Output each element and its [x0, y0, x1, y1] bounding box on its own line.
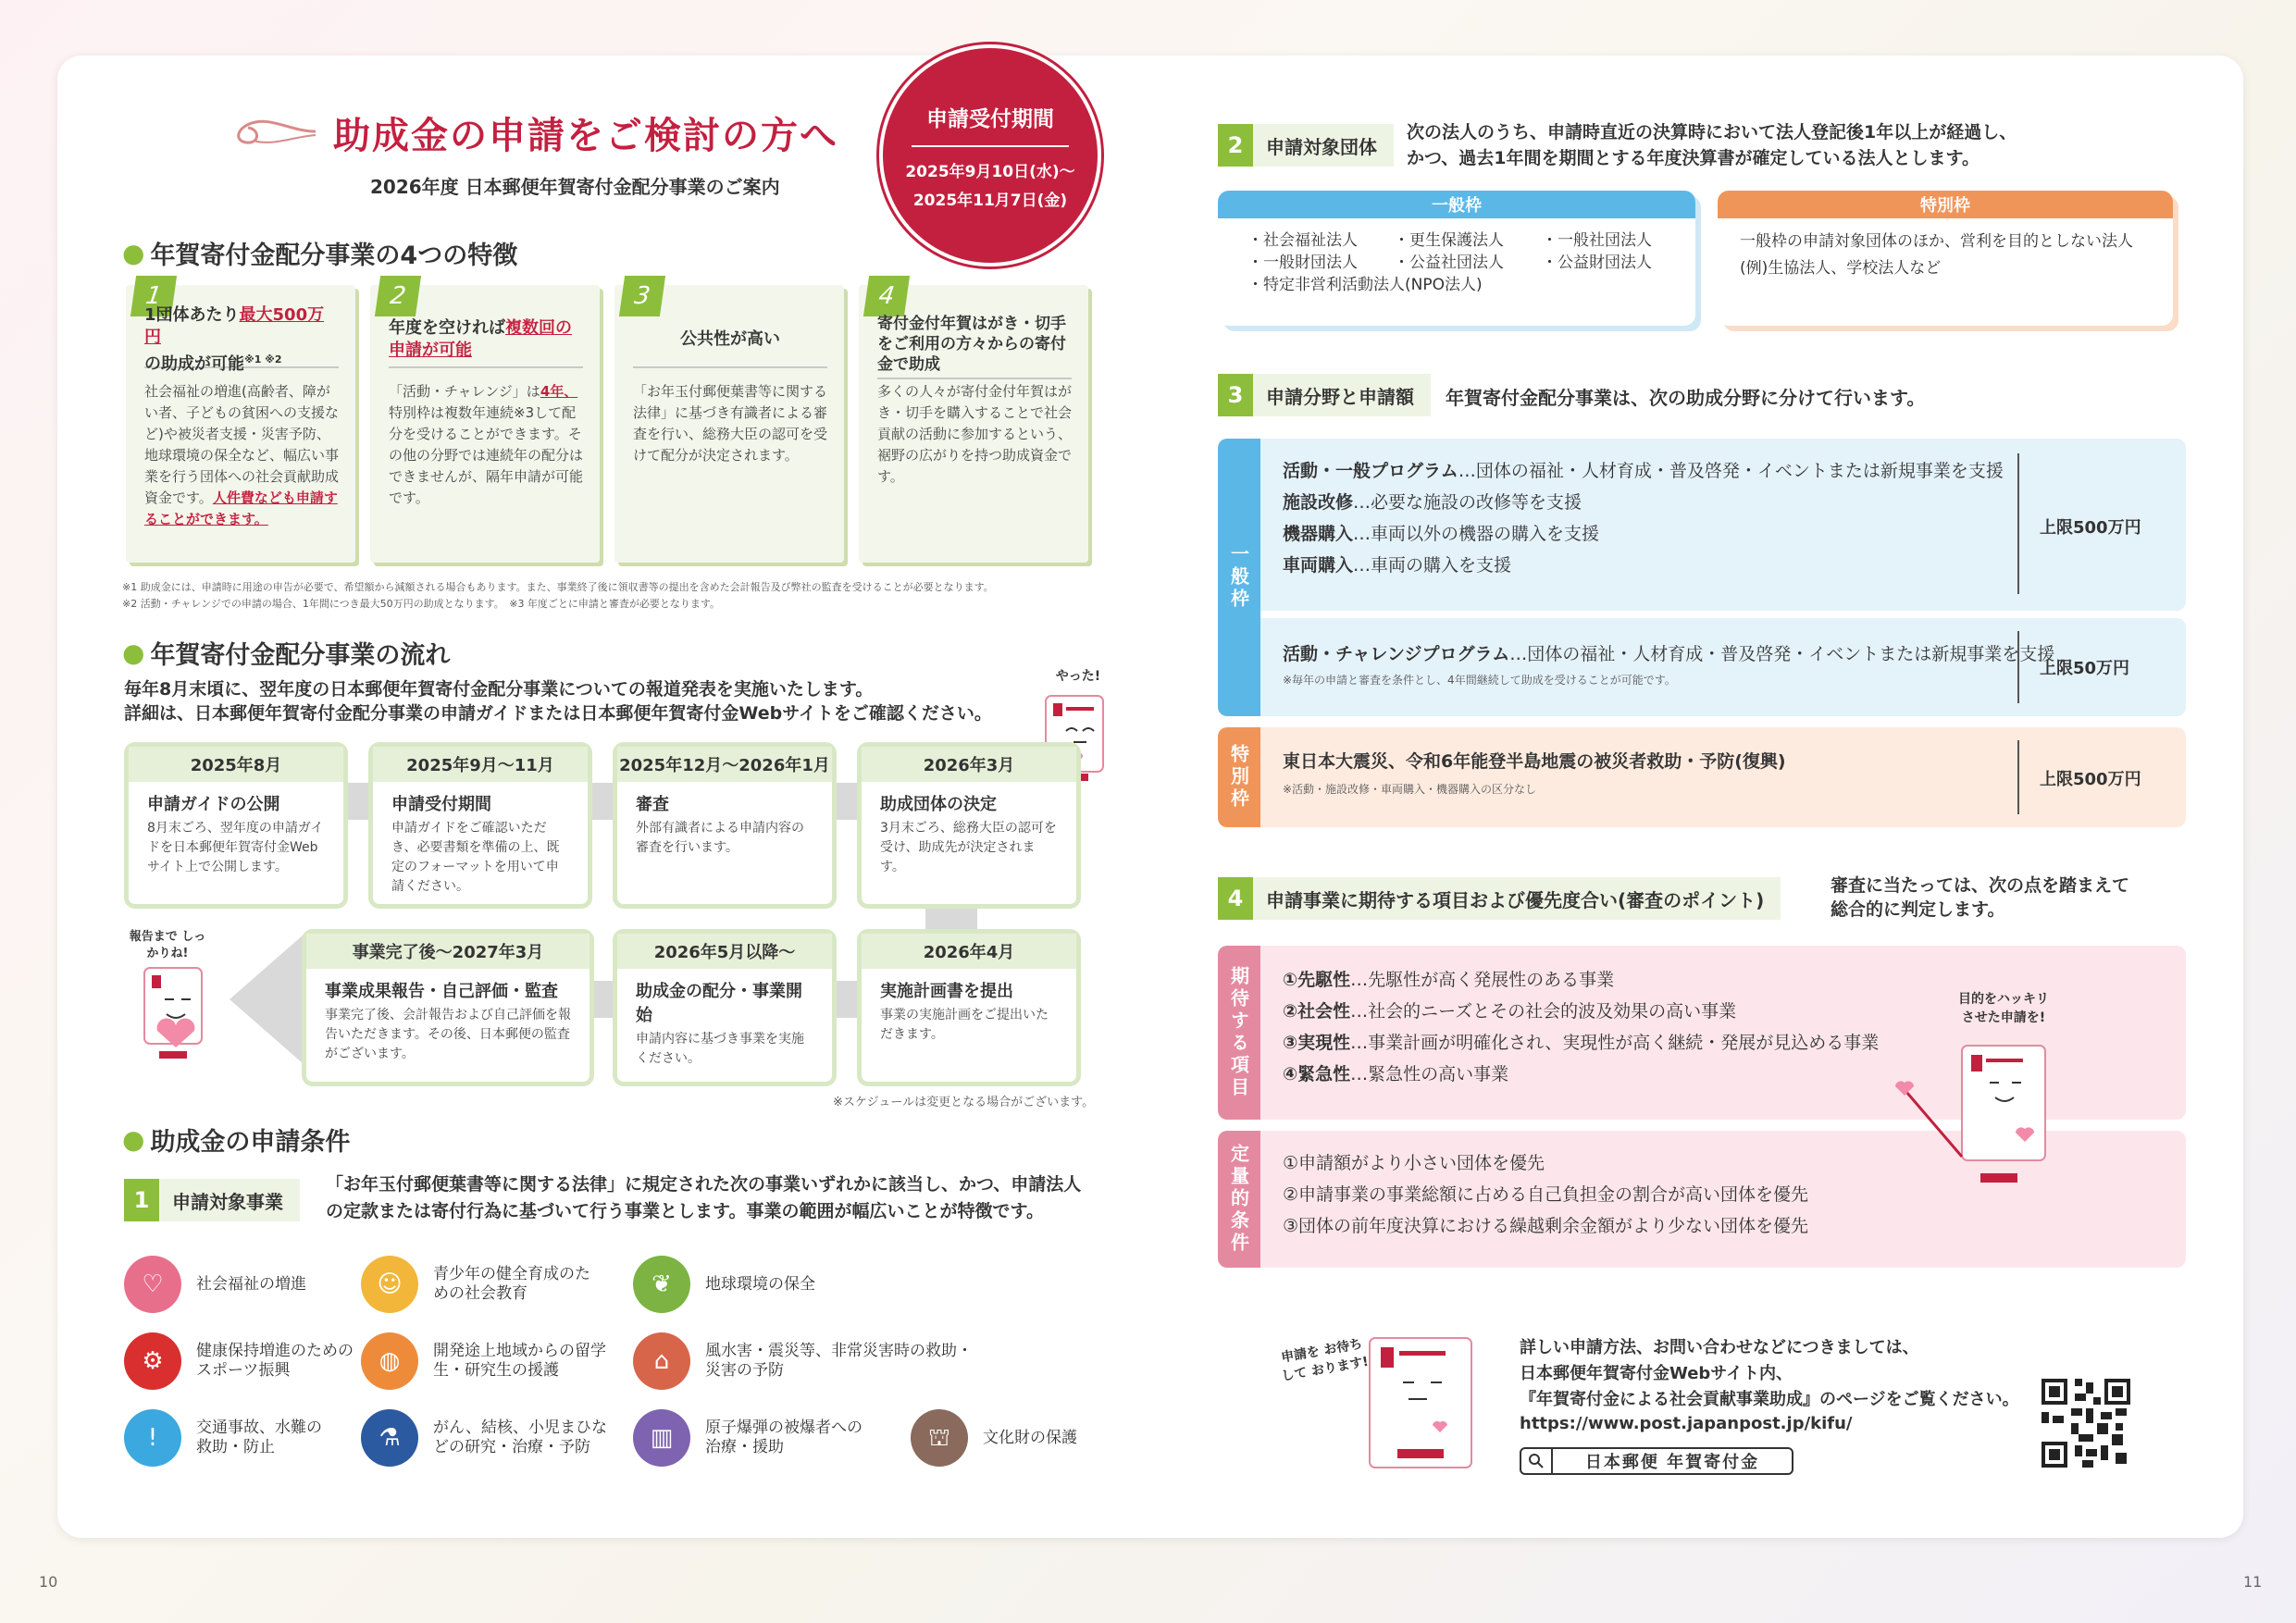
- field-general-program: 活動・一般プログラム…団体の福祉・人材育成・普及啓発・イベントまたは新規事業を支援: [1283, 461, 2004, 481]
- contact-line-2: 日本郵便年賀寄付金Webサイト内、: [1520, 1364, 1793, 1383]
- heart-hands-icon: ♡: [124, 1256, 181, 1313]
- category-5: ◍ 開発途上地域からの留学生・研究生の援護: [361, 1332, 609, 1390]
- feature-body: 「活動・チャレンジ」は4年、特別枠は複数年連続※3して配分を受けることができます。その他の分野では連続年の配分はできませんが、隔年申請が可能です。: [389, 383, 584, 506]
- category-10: ⛫ 文化財の保護: [911, 1409, 1077, 1467]
- quant-side-label: 定量的条件: [1218, 1131, 1260, 1268]
- section-2-header: 2 申請対象団体: [1218, 124, 1394, 167]
- section-1-text: 「お年玉付郵便葉書等に関する法律」に規定された次の事業いずれかに該当し、かつ、申請法人の定款または寄付行為に基づいて行う事業とします。事業の範囲が幅広いことが特徴です。: [326, 1174, 1082, 1221]
- category-6: ⌂ 風水害・震災等、非常災害時の救助・災害の予防: [633, 1332, 974, 1390]
- feature-card-1: 1 1団体あたり最大500万円 の助成が可能$^{※1 ※2}$ 社会福祉の増進(高齢者、障がい者、子どもの貧困への支援など)や被災者支援・災害予防、地球環境の保全など、幅広い事業を行う団体への社会貢献助成資金です。人件費なども申請することができます。: [126, 285, 355, 563]
- bicycle-icon: ⚙: [124, 1332, 181, 1390]
- page-number-right: 11: [2243, 1573, 2263, 1591]
- limit-challenge: 上限50万円: [2040, 659, 2130, 678]
- category-1: ♡ 社会福祉の増進: [124, 1256, 306, 1313]
- section-3-header: 3 申請分野と申請額: [1218, 374, 1431, 416]
- feature-title: 寄付金付年賀はがき・切手をご利用の方々からの寄付金で助成: [877, 311, 1072, 379]
- expect-side-label: 期待する項目: [1218, 946, 1260, 1120]
- contact-url[interactable]: https://www.post.japanpost.jp/kifu/: [1520, 1414, 1853, 1433]
- category-8: ⚗ がん、結核、小児まひなどの研究・治療・予防: [361, 1409, 609, 1467]
- feature-body: 社会福祉の増進(高齢者、障がい者、子どもの貧困への支援など)や被災者支援・災害予防、地球環境の保全など、幅広い事業を行う団体への社会貢献助成資金です。人件費なども申請することができます。: [144, 383, 340, 527]
- search-icon: [1521, 1449, 1553, 1473]
- general-org-label: 一般枠: [1218, 191, 1695, 218]
- special-side-label: 特別枠: [1218, 727, 1260, 827]
- features-heading: ● 年賀寄付金配分事業の4つの特徴: [122, 238, 518, 270]
- flow-step-2: 2025年9月～11月 申請受付期間 申請ガイドをご確認いただき、必要書類を準備の上、既定のフォーマットを用いて申請ください。: [368, 742, 592, 909]
- house-disaster-icon: ⌂: [633, 1332, 690, 1390]
- flow-heading: ● 年賀寄付金配分事業の流れ: [122, 638, 451, 670]
- feature-card-3: 3 公共性が高い 「お年玉付郵便葉書等に関する法律」に基づき有識者による審査を行い、総務大臣の認可を受けて配分が決定されます。: [614, 285, 844, 563]
- page-number-left: 10: [39, 1573, 58, 1591]
- flow-step-7: 事業完了後～2027年3月 事業成果報告・自己評価・監査 事業完了後、会計報告および自己評価を報告いただきます。その後、日本郵便の監査がございます。: [302, 929, 594, 1086]
- expect-box: ①先駆性…先駆性が高く発展性のある事業 ②社会性…社会的ニーズとその社会的波及効果の高い事業 ③実現性…事業計画が明確化され、実現性が高く継続・発展が見込める事業 ④緊急性…緊急性の高い事業: [1260, 946, 2186, 1120]
- section-4-header: 4 申請事業に期待する項目および優先度合い(審査のポイント): [1218, 877, 1781, 920]
- period-label: 申請受付期間: [926, 106, 1054, 131]
- category-3: ❦ 地球環境の保全: [633, 1256, 815, 1313]
- flow-arrow-head: [230, 935, 304, 1064]
- leaf-icon: ❦: [633, 1256, 690, 1313]
- special-org-label: 特別枠: [1718, 191, 2173, 218]
- flow-intro-1: 毎年8月末頃に、翌年度の日本郵便年賀寄付金配分事業についての報道発表を実施いたします。: [124, 679, 874, 700]
- feature-body: 「お年玉付郵便葉書等に関する法律」に基づき有識者による審査を行い、総務大臣の認可を受けて配分が決定されます。: [633, 383, 828, 464]
- special-field-box: 東日本大震災、令和6年能登半島地震の被災者救助・予防(復興) ※活動・施設改修・車両購入・機器購入の区分なし 上限500万円: [1260, 727, 2186, 827]
- search-keyword: 日本郵便 年賀寄付金: [1584, 1453, 1760, 1472]
- flow-step-6: 2026年5月以降～ 助成金の配分・事業開始 申請内容に基づき事業を実施ください。: [613, 929, 837, 1086]
- conditions-heading: ● 助成金の申請条件: [122, 1124, 351, 1157]
- page-subtitle: 2026年度 日本郵便年賀寄付金配分事業のご案内: [370, 176, 780, 198]
- limit-general: 上限500万円: [2040, 518, 2141, 538]
- feature-title: 公共性が高い: [633, 313, 827, 368]
- flow-step-4: 2026年3月 助成団体の決定 3月末ごろ、総務大臣の認可を受け、助成先が決定されます。: [857, 742, 1081, 909]
- period-start: 2025年9月10日(水)～: [905, 162, 1075, 181]
- castle-icon: ⛫: [911, 1409, 968, 1467]
- category-7: ! 交通事故、水難の救助・防止: [124, 1409, 326, 1467]
- feature-title: 年度を空ければ複数回の申請が可能: [389, 313, 583, 368]
- flow-step-3: 2025年12月～2026年1月 審査 外部有識者による申請内容の審査を行います。: [613, 742, 837, 909]
- special-org-box: 特別枠 一般枠の申請対象団体のほか、営利を目的としない法人 (例)生協法人、学校法人など: [1718, 191, 2173, 326]
- category-2: ☺ 青少年の健全育成のための社会教育: [361, 1256, 590, 1313]
- building-icon: ▥: [633, 1409, 690, 1467]
- flask-icon: ⚗: [361, 1409, 418, 1467]
- general-field-box-2: 活動・チャレンジプログラム…団体の福祉・人材育成・普及啓発・イベントまたは新規事業を支援 ※毎年の申請と審査を条件とし、4年間継続して助成を受けることが可能です。 上限50万円: [1260, 618, 2186, 716]
- alert-icon: !: [124, 1409, 181, 1467]
- flow-step-5: 2026年4月 実施計画書を提出 事業の実施計画をご提出いただきます。: [857, 929, 1081, 1086]
- feature-body: 多くの人々が寄付金付年賀はがき・切手を購入することで社会貢献の活動に参加するという、裾野の広がりを持つ助成資金です。: [877, 383, 1073, 485]
- contact-line-3: 『年賀寄付金による社会貢献事業助成』のページをご覧ください。: [1520, 1390, 2019, 1409]
- category-9: ▥ 原子爆弾の被爆者への治療・援助: [633, 1409, 872, 1467]
- general-side-label: 一般枠: [1218, 439, 1260, 716]
- mascot-top: やった!: [1027, 666, 1129, 814]
- general-org-box: 一般枠 ・社会福祉法人 ・更生保護法人 ・一般社団法人 ・一般財団法人 ・公益社団法人 ・公益財団法人 ・特定非営利活動法人(NPO法人): [1218, 191, 1695, 326]
- feature-card-2: 2 年度を空ければ複数回の申請が可能 「活動・チャレンジ」は4年、特別枠は複数年連続※3して配分を受けることができます。その他の分野では連続年の配分はできませんが、隔年申請が可能です。: [370, 285, 600, 563]
- feature-note-2: ※2 活動・チャレンジでの申請の場合、1年間につき最大50万円の助成となります。 ※3 年度ごとに申請と審査が必要となります。: [122, 598, 721, 610]
- field-equipment: 機器購入…車両以外の機器の購入を支援: [1283, 524, 1600, 544]
- field-facility: 施設改修…必要な施設の改修等を支援: [1283, 492, 1582, 513]
- section-1-header: 1 申請対象事業: [124, 1179, 300, 1221]
- section-2-text-1: 次の法人のうち、申請時直近の決算時において法人登記後1年以上が経過し、: [1407, 122, 2017, 142]
- feature-card-4: 4 寄付金付年賀はがき・切手をご利用の方々からの寄付金で助成 多くの人々が寄付金付年賀はがき・切手を購入することで社会貢献の活動に参加するという、裾野の広がりを持つ助成資金です。: [859, 285, 1088, 563]
- quant-box: ①申請額がより小さい団体を優先 ②申請事業の事業総額に占める自己負担金の割合が高い団体を優先 ③団体の前年度決算における繰越剰余金額がより少ない団体を優先: [1260, 1131, 2186, 1268]
- mascot-right: 目的をハッキリ させた申請を!: [1888, 981, 2073, 1221]
- flow-step-1: 2025年8月 申請ガイドの公開 8月末ごろ、翌年度の申請ガイドを日本郵便年賀寄付金Webサイト上で公開します。: [124, 742, 348, 909]
- section-2-text-2: かつ、過去1年間を期間とする年度決算書が確定している法人とします。: [1407, 148, 1980, 168]
- category-4: ⚙ 健康保持増進のためのスポーツ振興: [124, 1332, 354, 1390]
- qr-code-icon[interactable]: [2042, 1379, 2130, 1468]
- children-icon: ☺: [361, 1256, 418, 1313]
- general-field-box-1: [1260, 439, 2186, 611]
- feature-note-1: ※1 助成金には、申請時に用途の申告が必要で、希望額から減額される場合もあります。また、事業終了後に領収書等の提出を含めた会計報告及び弊社の監査を受けることが必要となります。: [122, 581, 994, 593]
- flow-note: ※スケジュールは変更となる場合がございます。: [833, 1096, 1095, 1109]
- page-title: 助成金の申請をご検討の方へ: [333, 115, 838, 157]
- flow-intro-2: 詳細は、日本郵便年賀寄付金配分事業の申請ガイドまたは日本郵便年賀寄付金Webサイトをご確認ください。: [124, 703, 992, 724]
- feature-title: 1団体あたり最大500万円 の助成が可能$^{※1 ※2}$: [144, 313, 339, 368]
- section-4-text-2: 総合的に判定します。: [1831, 899, 2005, 920]
- limit-special: 上限500万円: [2040, 770, 2141, 789]
- mascot-bottom: 申請を お待ちして おります!: [1268, 1323, 1490, 1481]
- flourish-icon: [218, 109, 320, 152]
- mascot-left: 報告まで しっかりね!: [126, 929, 228, 1086]
- section-3-text: 年賀寄付金配分事業は、次の助成分野に分けて行います。: [1446, 387, 1926, 409]
- globe-icon: ◍: [361, 1332, 418, 1390]
- field-vehicle: 車両購入…車両の購入を支援: [1283, 555, 1512, 576]
- period-badge: [879, 44, 1101, 266]
- period-end: 2025年11月7日(金): [912, 191, 1068, 210]
- search-box[interactable]: [1520, 1447, 1793, 1475]
- section-4-text-1: 審査に当たっては、次の点を踏まえて: [1831, 875, 2130, 896]
- contact-line-1: 詳しい申請方法、お問い合わせなどにつきましては、: [1520, 1338, 1919, 1357]
